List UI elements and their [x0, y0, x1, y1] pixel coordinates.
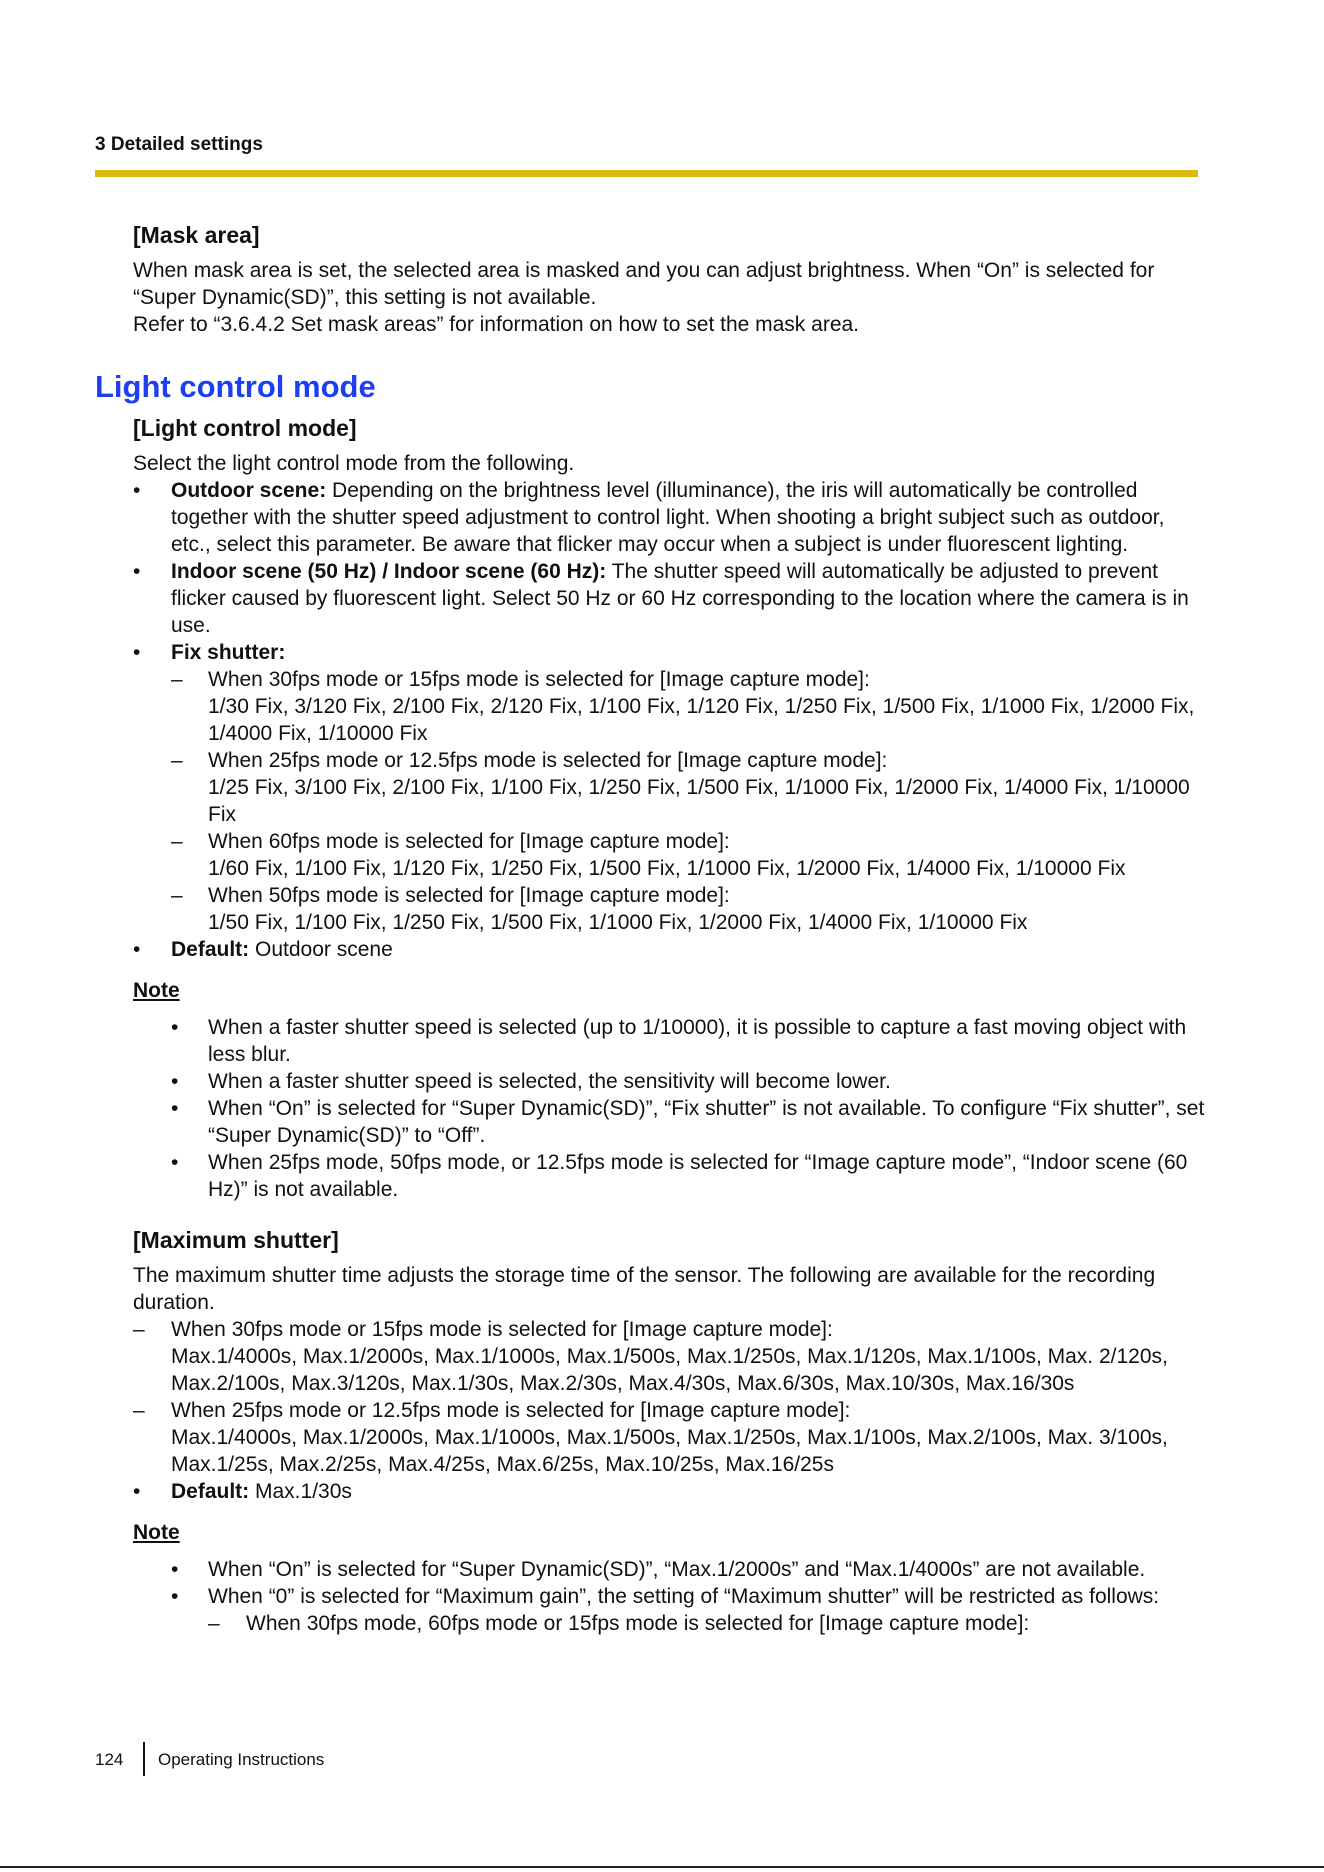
light-control-notes [133, 1014, 1205, 1203]
fix-values: 1/60 Fix, 1/100 Fix, 1/120 Fix, 1/250 Fix, 1/500 Fix, 1/1000 Fix, 1/2000 Fix, 1/4000 Fix, 1/10000 Fix [208, 857, 1126, 880]
dash-marker: – [171, 830, 183, 853]
max-default [133, 1478, 1205, 1505]
page-content [95, 220, 1205, 1637]
note-text: When “0” is selected for “Maximum gain”, the setting of “Maximum shutter” will be restricted as follows: [208, 1585, 1160, 1608]
max-values: Max.1/4000s, Max.1/2000s, Max.1/1000s, Max.1/500s, Max.1/250s, Max.1/100s, Max.2/100s, Max. 3/100s, Max.1/25s, Max.2/25s, Max.4/25s, Max.6/25s, Max.10/25s, Max.16/25s [171, 1426, 1168, 1476]
bullet-marker: • [171, 1016, 179, 1039]
maximum-shutter-options [133, 1316, 1205, 1505]
fix-values: 1/30 Fix, 3/120 Fix, 2/100 Fix, 2/120 Fix, 1/100 Fix, 1/120 Fix, 1/250 Fix, 1/500 Fix, 1/1000 Fix, 1/2000 Fix, 1/4000 Fix, 1/10000 Fix [208, 695, 1195, 745]
bullet-marker: • [133, 560, 141, 583]
fix-condition: When 60fps mode is selected for [Image capture mode]: [208, 830, 730, 853]
dash-marker: – [171, 884, 183, 907]
light-control-intro: Select the light control mode from the following. [133, 452, 575, 475]
light-control-title: [Light control mode] [133, 415, 357, 441]
note-item [133, 1014, 1205, 1068]
note-text: When “On” is selected for “Super Dynamic(SD)”, “Fix shutter” is not available. To configure “Fix shutter”, set “Super Dynamic(SD)” to “Off”. [208, 1097, 1205, 1147]
bullet-marker: • [133, 479, 141, 502]
note-text: When a faster shutter speed is selected, the sensitivity will become lower. [208, 1070, 891, 1093]
note-item [133, 1556, 1205, 1583]
fix-shutter-item [133, 666, 1205, 747]
mask-area-title: [Mask area] [133, 222, 260, 248]
option-text: Max.1/30s [249, 1480, 352, 1503]
option-label: Default: [171, 1480, 250, 1503]
dash-marker: – [208, 1612, 220, 1635]
maximum-shutter-intro: The maximum shutter time adjusts the storage time of the sensor. The following are available for the recording duration. [133, 1264, 1156, 1314]
note-item [133, 1068, 1205, 1095]
note-text: When 25fps mode, 50fps mode, or 12.5fps mode is selected for “Image capture mode”, “Indoor scene (60 Hz)” is not available. [208, 1151, 1188, 1201]
light-control-options [133, 477, 1205, 963]
option-label: Fix shutter: [171, 641, 286, 664]
fix-values: 1/50 Fix, 1/100 Fix, 1/250 Fix, 1/500 Fix, 1/1000 Fix, 1/2000 Fix, 1/4000 Fix, 1/10000 Fix [208, 911, 1028, 934]
option-fix-shutter [133, 639, 1205, 666]
bullet-marker: • [133, 1480, 141, 1503]
note-item [133, 1149, 1205, 1203]
option-label: Indoor scene (50 Hz) / Indoor scene (60 Hz): [171, 560, 607, 583]
light-control-heading: Light control mode [95, 369, 376, 404]
option-label: Outdoor scene: [171, 479, 327, 502]
note-text: When 30fps mode, 60fps mode or 15fps mode is selected for [Image capture mode]: [246, 1612, 1030, 1635]
page-bottom-edge [0, 1866, 1324, 1868]
note-text: When a faster shutter speed is selected (up to 1/10000), it is possible to capture a fast moving object with less blur. [208, 1016, 1187, 1066]
dash-marker: – [171, 749, 183, 772]
bullet-marker: • [171, 1151, 179, 1174]
note-text: When “On” is selected for “Super Dynamic(SD)”, “Max.1/2000s” and “Max.1/4000s” are not available. [208, 1558, 1146, 1581]
option-label: Default: [171, 938, 250, 961]
maximum-shutter-notes [133, 1556, 1205, 1637]
footer-divider [143, 1742, 145, 1776]
fix-condition: When 25fps mode or 12.5fps mode is selected for [Image capture mode]: [208, 749, 888, 772]
header-rule [95, 170, 1198, 177]
option-text: The shutter speed will automatically be adjusted to prevent flicker caused by fluorescent light. Select 50 Hz or 60 Hz corresponding to the location where the camera is in use. [171, 560, 1189, 637]
note-item [133, 1095, 1205, 1149]
dash-marker: – [133, 1399, 145, 1422]
note-subitem [133, 1610, 1205, 1637]
mask-area-ref: Refer to “3.6.4.2 Set mask areas” for information on how to set the mask area. [133, 313, 860, 336]
max-condition: When 30fps mode or 15fps mode is selected for [Image capture mode]: [171, 1318, 833, 1341]
max-shutter-item [133, 1397, 1205, 1478]
fix-shutter-item [133, 747, 1205, 828]
fix-shutter-item [133, 828, 1205, 882]
running-header: 3 Detailed settings [95, 134, 263, 155]
option-indoor [133, 558, 1205, 639]
page-number: 124 [95, 1750, 124, 1769]
fix-shutter-item [133, 882, 1205, 936]
option-text: Depending on the brightness level (illuminance), the iris will automatically be controlled together with the shutter speed adjustment to control light. When shooting a bright subject such as outdoor, etc., select this parameter. Be aware that flicker may occur when a subject is under fluorescent lighting. [171, 479, 1165, 556]
note-title: Note [133, 1521, 180, 1544]
fix-condition: When 30fps mode or 15fps mode is selected for [Image capture mode]: [208, 668, 870, 691]
mask-area-desc: When mask area is set, the selected area is masked and you can adjust brightness. When “On” is selected for “Super Dynamic(SD)”, this setting is not available. [133, 259, 1155, 309]
option-outdoor [133, 477, 1205, 558]
dash-marker: – [133, 1318, 145, 1341]
fix-condition: When 50fps mode is selected for [Image capture mode]: [208, 884, 730, 907]
bullet-marker: • [171, 1097, 179, 1120]
option-text: Outdoor scene [249, 938, 393, 961]
bullet-marker: • [171, 1558, 179, 1581]
dash-marker: – [171, 668, 183, 691]
max-shutter-item [133, 1316, 1205, 1397]
footer-title: Operating Instructions [158, 1750, 325, 1769]
option-default [133, 936, 1205, 963]
note-title: Note [133, 979, 180, 1002]
bullet-marker: • [133, 641, 141, 664]
note-item [133, 1583, 1205, 1610]
max-values: Max.1/4000s, Max.1/2000s, Max.1/1000s, Max.1/500s, Max.1/250s, Max.1/120s, Max.1/100s, Max. 2/120s, Max.2/100s, Max.3/120s, Max.1/30s, Max.2/30s, Max.4/30s, Max.6/30s, Max.10/30s, Max.16/30s [171, 1345, 1168, 1395]
bullet-marker: • [171, 1585, 179, 1608]
max-condition: When 25fps mode or 12.5fps mode is selected for [Image capture mode]: [171, 1399, 851, 1422]
bullet-marker: • [171, 1070, 179, 1093]
maximum-shutter-title: [Maximum shutter] [133, 1227, 339, 1253]
bullet-marker: • [133, 938, 141, 961]
fix-values: 1/25 Fix, 3/100 Fix, 2/100 Fix, 1/100 Fix, 1/250 Fix, 1/500 Fix, 1/1000 Fix, 1/2000 Fix, 1/4000 Fix, 1/10000 Fix [208, 776, 1190, 826]
